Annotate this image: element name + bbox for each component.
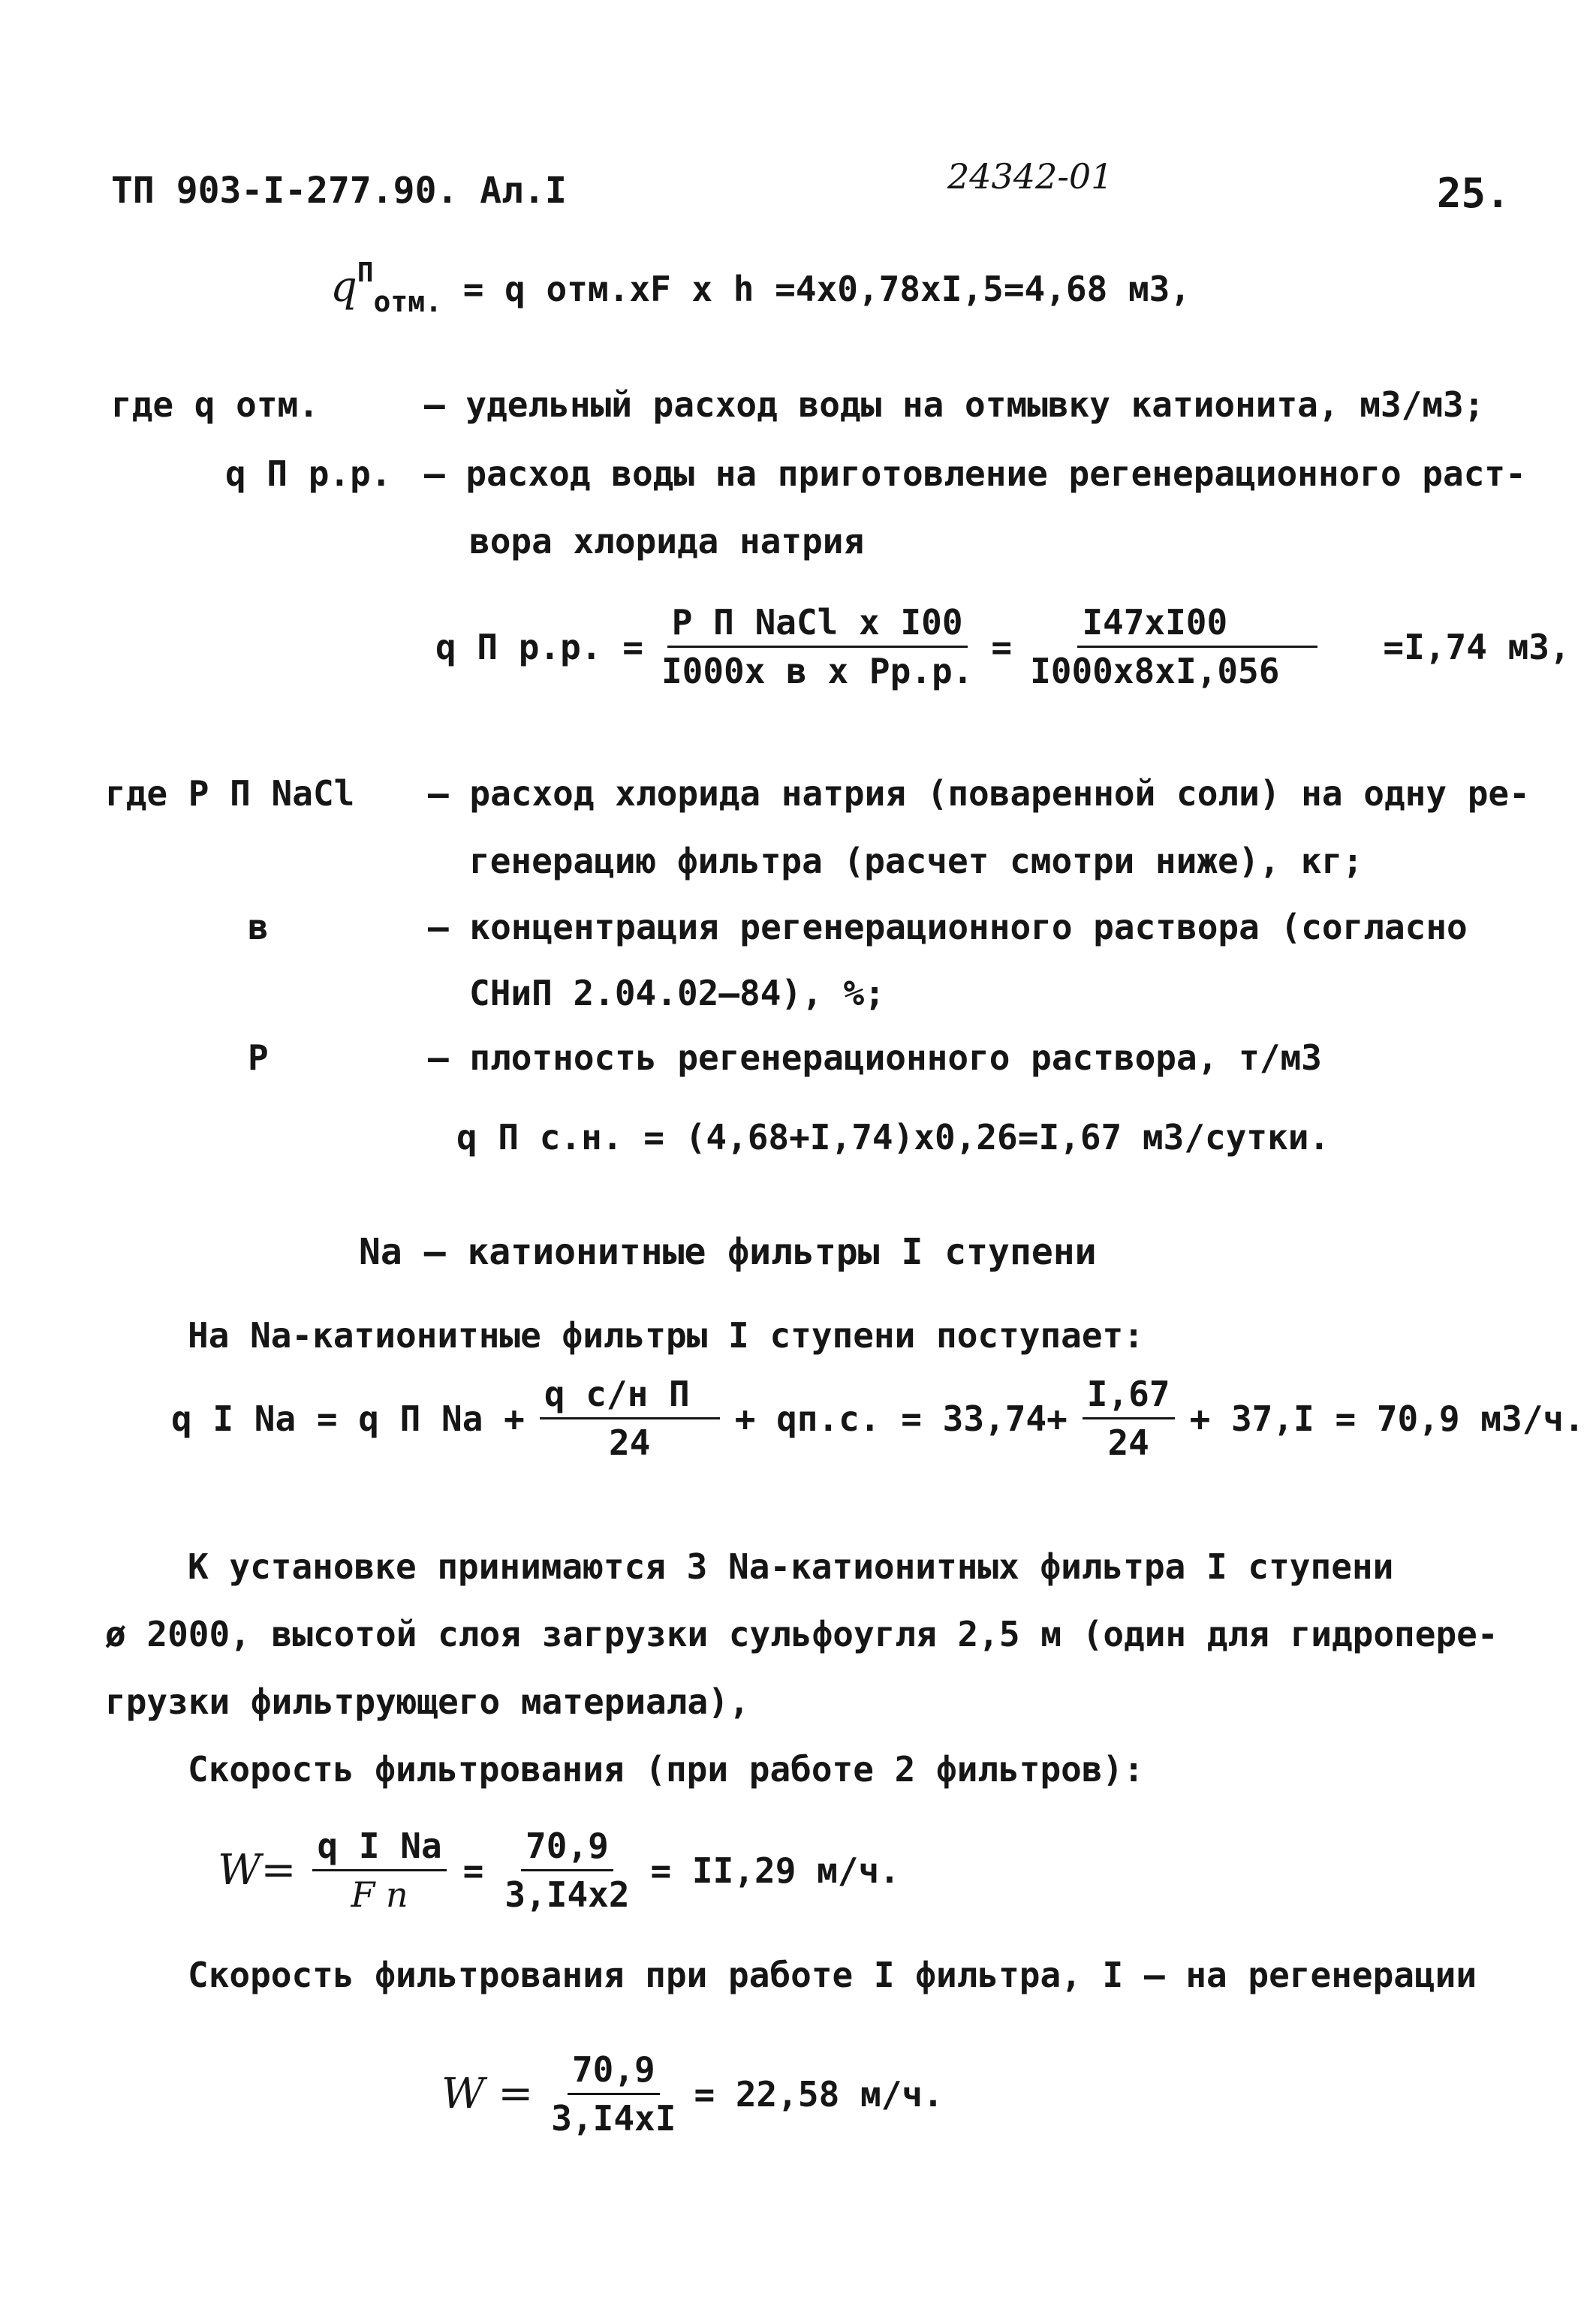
page-number: 25.	[1437, 170, 1510, 217]
fraction-denominator: 3,I4xI	[551, 2098, 676, 2139]
fraction-denominator: 24	[609, 1422, 651, 1463]
equation-speed2-lhs: W =	[441, 2070, 534, 2118]
section-title: Na – катионитные фильтры I ступени	[359, 1231, 1097, 1273]
equation-flow-mid: + qп.с. = 33,74+	[734, 1398, 1068, 1439]
definition-desc: СНиП 2.04.02–84), %;	[469, 973, 885, 1013]
intro-line: На Na-катионитные фильтры I ступени поступает:	[188, 1315, 1144, 1356]
paragraph-line: грузки фильтрующего материала),	[105, 1681, 750, 1722]
fraction-prep-values	[1025, 602, 1369, 691]
equals-sign: =	[462, 1850, 484, 1891]
definition-desc: – расход воды на приготовление регенерационного раст-	[424, 453, 1526, 494]
fraction-denominator: 3,I4x2	[504, 1874, 630, 1915]
equation-speed-two-filters	[218, 1826, 900, 1915]
equation-prep-water	[435, 602, 1570, 691]
fraction-numerator: 70,9	[521, 1826, 613, 1871]
fraction-numerator: I47xI00	[1077, 602, 1317, 648]
equation-wash-lhs-sub: отм.	[373, 285, 443, 318]
definition-term: где P П NaCl	[105, 773, 355, 814]
fraction-denominator: 24	[1107, 1422, 1149, 1463]
fraction-numerator: 70,9	[568, 2049, 660, 2095]
fraction-flow-values	[1083, 1374, 1175, 1463]
equation-prep-lhs: q П р.р. =	[435, 626, 643, 667]
equation-wash-lhs: q	[330, 263, 357, 312]
fraction-denominator: I000x8xI,056	[1030, 651, 1280, 691]
equation-prep-result: =I,74 м3,	[1383, 626, 1570, 667]
fraction-denominator: F n	[351, 1874, 408, 1915]
definition-term: P	[248, 1037, 269, 1078]
document-code: ТП 903-I-277.90. Ал.I	[111, 170, 567, 212]
definition-desc: – удельный расход воды на отмывку катионита, м3/м3;	[424, 384, 1485, 425]
equation-flow-end: + 37,I = 70,9 м3/ч.	[1189, 1398, 1585, 1439]
speed-heading-one-filter: Скорость фильтрования при работе I фильтра, I – на регенерации	[188, 1955, 1477, 1995]
definition-desc: генерацию фильтра (расчет смотри ниже), кг;	[469, 841, 1363, 881]
fraction-numerator: q I Na	[312, 1826, 446, 1871]
fraction-numerator: P П NaCl x I00	[667, 602, 968, 648]
fraction-numerator: q с/н П	[540, 1374, 720, 1419]
paragraph-line: ø 2000, высотой слоя загрузки сульфоугля 2,5 м (один для гидропере-	[105, 1614, 1498, 1654]
definition-desc: – концентрация регенерационного раствора (согласно	[428, 907, 1468, 947]
equation-speed2-result: = 22,58 м/ч.	[694, 2073, 944, 2115]
equation-speed-one-filter	[441, 2049, 944, 2139]
handwritten-sheet-number: 24342-01	[947, 156, 1113, 197]
fraction-prep-formula	[657, 602, 977, 691]
definition-continuation: вора хлорида натрия	[469, 521, 865, 561]
equation-speed-result: = II,29 м/ч.	[650, 1850, 900, 1891]
fraction-speed-formula	[312, 1826, 446, 1915]
definition-term: в	[248, 907, 269, 947]
definition-term: где q отм.	[111, 384, 319, 425]
fraction-denominator: I000x в x Pр.р.	[661, 651, 974, 691]
equation-wash-rhs: = q отм.xF x h =4x0,78xI,5=4,68 м3,	[462, 269, 1191, 309]
equation-own-needs: q П с.н. = (4,68+I,74)x0,26=I,67 м3/сутки.	[456, 1117, 1330, 1158]
fraction-speed2-values	[547, 2049, 680, 2139]
speed-heading-two-filters: Скорость фильтрования (при работе 2 фильтров):	[188, 1749, 1144, 1790]
equation-wash-lhs-sup: П	[357, 257, 374, 288]
paragraph-line: К установке принимаются 3 Na-катионитных фильтра I ступени	[188, 1546, 1394, 1587]
equation-wash-water	[330, 257, 1191, 318]
definition-desc: – расход хлорида натрия (поваренной соли) на одну ре-	[428, 773, 1530, 814]
equation-flow-lhs: q I Na = q П Na +	[171, 1398, 525, 1439]
definition-term: q П р.р.	[225, 453, 392, 494]
fraction-numerator: I,67	[1083, 1374, 1175, 1419]
equation-flow	[171, 1374, 1585, 1463]
fraction-flow-own-needs	[540, 1374, 720, 1463]
definition-desc: – плотность регенерационного раствора, т/м3	[428, 1037, 1322, 1078]
equation-speed-lhs: W=	[218, 1846, 297, 1895]
equals-sign: =	[991, 626, 1013, 667]
fraction-speed-values	[500, 1826, 634, 1915]
